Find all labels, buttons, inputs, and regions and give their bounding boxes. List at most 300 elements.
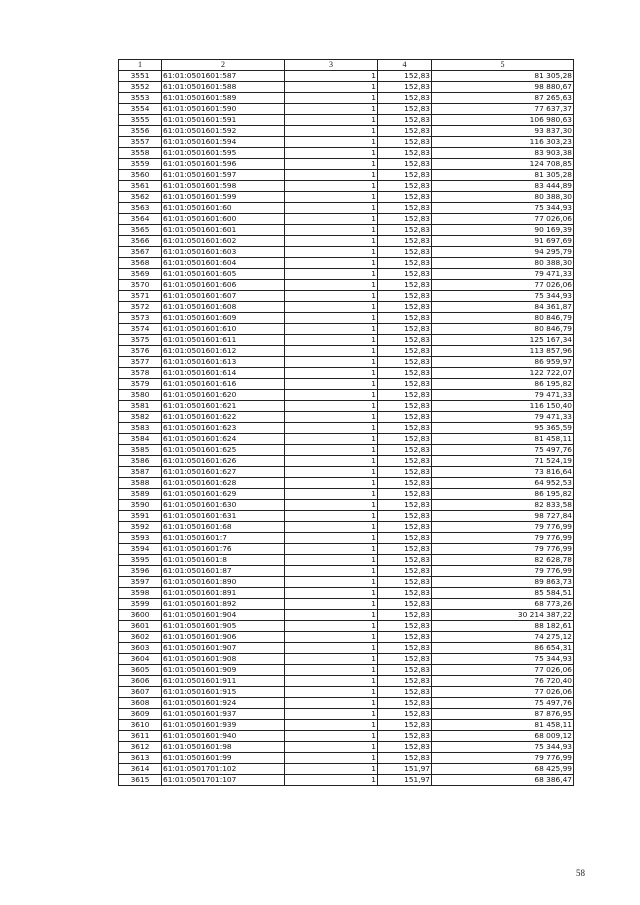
cadastral-value-cell: 80 388,30	[432, 192, 574, 203]
cadastral-number-cell: 61:01:0501601:596	[162, 159, 285, 170]
area-cell: 152,83	[378, 753, 432, 764]
row-number-cell: 3598	[119, 588, 162, 599]
row-number-cell: 3551	[119, 71, 162, 82]
area-cell: 152,83	[378, 522, 432, 533]
cadastral-number-cell: 61:01:0501601:606	[162, 280, 285, 291]
table-row	[119, 687, 574, 698]
quantity-cell: 1	[285, 555, 378, 566]
table-row	[119, 500, 574, 511]
row-number-cell: 3607	[119, 687, 162, 698]
quantity-cell: 1	[285, 511, 378, 522]
table-row	[119, 610, 574, 621]
quantity-cell: 1	[285, 82, 378, 93]
table-row	[119, 357, 574, 368]
area-cell: 152,83	[378, 709, 432, 720]
cadastral-value-cell: 87 876,95	[432, 709, 574, 720]
table-row	[119, 269, 574, 280]
area-cell: 152,83	[378, 390, 432, 401]
row-number-cell: 3553	[119, 93, 162, 104]
cadastral-number-cell: 61:01:0501601:614	[162, 368, 285, 379]
cadastral-number-cell: 61:01:0501701:107	[162, 775, 285, 786]
quantity-cell: 1	[285, 764, 378, 775]
row-number-cell: 3581	[119, 401, 162, 412]
table-row	[119, 588, 574, 599]
row-number-cell: 3586	[119, 456, 162, 467]
cadastral-number-cell: 61:01:0501601:904	[162, 610, 285, 621]
cadastral-value-cell: 76 720,40	[432, 676, 574, 687]
quantity-cell: 1	[285, 698, 378, 709]
quantity-cell: 1	[285, 632, 378, 643]
row-number-cell: 3555	[119, 115, 162, 126]
quantity-cell: 1	[285, 258, 378, 269]
row-number-cell: 3608	[119, 698, 162, 709]
cadastral-number-cell: 61:01:0501601:599	[162, 192, 285, 203]
row-number-cell: 3614	[119, 764, 162, 775]
area-cell: 152,83	[378, 577, 432, 588]
cadastral-number-cell: 61:01:0501601:616	[162, 379, 285, 390]
row-number-cell: 3589	[119, 489, 162, 500]
area-cell: 152,83	[378, 676, 432, 687]
table-row	[119, 390, 574, 401]
table-row	[119, 775, 574, 786]
row-number-cell: 3560	[119, 170, 162, 181]
row-number-cell: 3574	[119, 324, 162, 335]
area-cell: 151,97	[378, 764, 432, 775]
table-row	[119, 753, 574, 764]
cadastral-number-cell: 61:01:0501601:594	[162, 137, 285, 148]
cadastral-number-cell: 61:01:0501601:623	[162, 423, 285, 434]
row-number-cell: 3610	[119, 720, 162, 731]
area-cell: 152,83	[378, 555, 432, 566]
cadastral-value-cell: 77 026,06	[432, 214, 574, 225]
area-cell: 152,83	[378, 280, 432, 291]
cadastral-number-cell: 61:01:0501601:600	[162, 214, 285, 225]
column-header-2: 2	[162, 60, 285, 71]
row-number-cell: 3593	[119, 533, 162, 544]
area-cell: 152,83	[378, 192, 432, 203]
cadastral-value-cell: 95 365,59	[432, 423, 574, 434]
table-row	[119, 434, 574, 445]
table-row	[119, 115, 574, 126]
area-cell: 152,83	[378, 621, 432, 632]
cadastral-number-cell: 61:01:0501601:624	[162, 434, 285, 445]
row-number-cell: 3571	[119, 291, 162, 302]
area-cell: 152,83	[378, 148, 432, 159]
table-row	[119, 324, 574, 335]
table-row	[119, 137, 574, 148]
row-number-cell: 3554	[119, 104, 162, 115]
cadastral-value-cell: 89 863,73	[432, 577, 574, 588]
cadastral-number-cell: 61:01:0501601:99	[162, 753, 285, 764]
table-row	[119, 731, 574, 742]
cadastral-number-cell: 61:01:0501601:939	[162, 720, 285, 731]
table-row	[119, 280, 574, 291]
quantity-cell: 1	[285, 313, 378, 324]
quantity-cell: 1	[285, 269, 378, 280]
cadastral-number-cell: 61:01:0501601:891	[162, 588, 285, 599]
cadastral-value-cell: 68 425,99	[432, 764, 574, 775]
column-header-4: 4	[378, 60, 432, 71]
cadastral-number-cell: 61:01:0501601:592	[162, 126, 285, 137]
quantity-cell: 1	[285, 225, 378, 236]
table-row	[119, 401, 574, 412]
cadastral-number-cell: 61:01:0501601:626	[162, 456, 285, 467]
quantity-cell: 1	[285, 192, 378, 203]
cadastral-number-cell: 61:01:0501601:915	[162, 687, 285, 698]
table-row	[119, 192, 574, 203]
cadastral-number-cell: 61:01:0501601:625	[162, 445, 285, 456]
cadastral-number-cell: 61:01:0501601:937	[162, 709, 285, 720]
cadastral-value-cell: 79 471,33	[432, 390, 574, 401]
quantity-cell: 1	[285, 159, 378, 170]
cadastral-number-cell: 61:01:0501601:629	[162, 489, 285, 500]
quantity-cell: 1	[285, 214, 378, 225]
table-row	[119, 159, 574, 170]
quantity-cell: 1	[285, 335, 378, 346]
cadastral-number-cell: 61:01:0501601:621	[162, 401, 285, 412]
row-number-cell: 3576	[119, 346, 162, 357]
cadastral-number-cell: 61:01:0501601:8	[162, 555, 285, 566]
row-number-cell: 3557	[119, 137, 162, 148]
table-row	[119, 346, 574, 357]
quantity-cell: 1	[285, 500, 378, 511]
area-cell: 152,83	[378, 687, 432, 698]
row-number-cell: 3567	[119, 247, 162, 258]
table-row	[119, 544, 574, 555]
cadastral-value-cell: 75 344,93	[432, 742, 574, 753]
area-cell: 152,83	[378, 599, 432, 610]
quantity-cell: 1	[285, 357, 378, 368]
cadastral-number-cell: 61:01:0501601:601	[162, 225, 285, 236]
area-cell: 152,83	[378, 126, 432, 137]
table-row	[119, 203, 574, 214]
quantity-cell: 1	[285, 291, 378, 302]
cadastral-number-cell: 61:01:0501601:87	[162, 566, 285, 577]
cadastral-number-cell: 61:01:0501601:60	[162, 203, 285, 214]
quantity-cell: 1	[285, 247, 378, 258]
cadastral-value-cell: 75 344,93	[432, 291, 574, 302]
row-number-cell: 3615	[119, 775, 162, 786]
quantity-cell: 1	[285, 93, 378, 104]
row-number-cell: 3568	[119, 258, 162, 269]
cadastral-value-cell: 81 458,11	[432, 434, 574, 445]
row-number-cell: 3602	[119, 632, 162, 643]
cadastral-value-cell: 79 776,99	[432, 533, 574, 544]
cadastral-number-cell: 61:01:0501601:613	[162, 357, 285, 368]
area-cell: 152,83	[378, 291, 432, 302]
quantity-cell: 1	[285, 71, 378, 82]
cadastral-number-cell: 61:01:0501701:102	[162, 764, 285, 775]
area-cell: 152,83	[378, 742, 432, 753]
cadastral-value-cell: 86 654,31	[432, 643, 574, 654]
quantity-cell: 1	[285, 412, 378, 423]
row-number-cell: 3580	[119, 390, 162, 401]
cadastral-value-cell: 124 708,85	[432, 159, 574, 170]
table-row	[119, 313, 574, 324]
table-row	[119, 511, 574, 522]
cadastral-number-cell: 61:01:0501601:940	[162, 731, 285, 742]
cadastral-value-cell: 85 584,51	[432, 588, 574, 599]
cadastral-value-cell: 75 497,76	[432, 698, 574, 709]
area-cell: 152,83	[378, 214, 432, 225]
area-cell: 152,83	[378, 698, 432, 709]
quantity-cell: 1	[285, 731, 378, 742]
quantity-cell: 1	[285, 390, 378, 401]
quantity-cell: 1	[285, 478, 378, 489]
area-cell: 152,83	[378, 412, 432, 423]
row-number-cell: 3599	[119, 599, 162, 610]
cadastral-number-cell: 61:01:0501601:908	[162, 654, 285, 665]
cadastral-value-cell: 74 275,12	[432, 632, 574, 643]
row-number-cell: 3577	[119, 357, 162, 368]
area-cell: 152,83	[378, 181, 432, 192]
cadastral-value-cell: 106 980,63	[432, 115, 574, 126]
quantity-cell: 1	[285, 467, 378, 478]
cadastral-number-cell: 61:01:0501601:631	[162, 511, 285, 522]
cadastral-number-cell: 61:01:0501601:598	[162, 181, 285, 192]
row-number-cell: 3558	[119, 148, 162, 159]
quantity-cell: 1	[285, 368, 378, 379]
quantity-cell: 1	[285, 687, 378, 698]
cadastral-value-cell: 87 265,63	[432, 93, 574, 104]
quantity-cell: 1	[285, 126, 378, 137]
table-row	[119, 302, 574, 313]
cadastral-value-cell: 82 833,58	[432, 500, 574, 511]
cadastral-value-cell: 73 816,64	[432, 467, 574, 478]
cadastral-number-cell: 61:01:0501601:597	[162, 170, 285, 181]
area-cell: 152,83	[378, 588, 432, 599]
area-cell: 152,83	[378, 401, 432, 412]
cadastral-value-cell: 79 776,99	[432, 522, 574, 533]
row-number-cell: 3572	[119, 302, 162, 313]
cadastral-number-cell: 61:01:0501601:595	[162, 148, 285, 159]
cadastral-number-cell: 61:01:0501601:590	[162, 104, 285, 115]
cadastral-number-cell: 61:01:0501601:605	[162, 269, 285, 280]
cadastral-value-cell: 75 344,93	[432, 203, 574, 214]
table-row	[119, 148, 574, 159]
row-number-cell: 3591	[119, 511, 162, 522]
quantity-cell: 1	[285, 654, 378, 665]
row-number-cell: 3594	[119, 544, 162, 555]
table-row	[119, 665, 574, 676]
table-row	[119, 643, 574, 654]
row-number-cell: 3579	[119, 379, 162, 390]
area-cell: 152,83	[378, 203, 432, 214]
quantity-cell: 1	[285, 533, 378, 544]
area-cell: 152,83	[378, 159, 432, 170]
area-cell: 152,83	[378, 236, 432, 247]
table-row	[119, 467, 574, 478]
table-row	[119, 379, 574, 390]
cadastral-value-cell: 116 303,23	[432, 137, 574, 148]
cadastral-value-cell: 86 195,82	[432, 379, 574, 390]
quantity-cell: 1	[285, 203, 378, 214]
cadastral-number-cell: 61:01:0501601:628	[162, 478, 285, 489]
quantity-cell: 1	[285, 775, 378, 786]
quantity-cell: 1	[285, 588, 378, 599]
area-cell: 152,83	[378, 533, 432, 544]
cadastral-number-cell: 61:01:0501601:76	[162, 544, 285, 555]
table-row	[119, 291, 574, 302]
area-cell: 152,83	[378, 93, 432, 104]
row-number-cell: 3565	[119, 225, 162, 236]
cadastral-value-cell: 113 857,96	[432, 346, 574, 357]
table-row	[119, 698, 574, 709]
area-cell: 152,83	[378, 170, 432, 181]
cadastral-number-cell: 61:01:0501601:609	[162, 313, 285, 324]
column-header-3: 3	[285, 60, 378, 71]
area-cell: 152,83	[378, 379, 432, 390]
area-cell: 151,97	[378, 775, 432, 786]
area-cell: 152,83	[378, 247, 432, 258]
cadastral-number-cell: 61:01:0501601:98	[162, 742, 285, 753]
area-cell: 152,83	[378, 335, 432, 346]
quantity-cell: 1	[285, 577, 378, 588]
quantity-cell: 1	[285, 379, 378, 390]
row-number-cell: 3609	[119, 709, 162, 720]
quantity-cell: 1	[285, 456, 378, 467]
quantity-cell: 1	[285, 302, 378, 313]
cadastral-number-cell: 61:01:0501601:612	[162, 346, 285, 357]
cadastral-value-cell: 90 169,39	[432, 225, 574, 236]
cadastral-number-cell: 61:01:0501601:604	[162, 258, 285, 269]
cadastral-value-table	[118, 59, 574, 786]
cadastral-value-cell: 86 959,97	[432, 357, 574, 368]
row-number-cell: 3597	[119, 577, 162, 588]
table-row	[119, 456, 574, 467]
area-cell: 152,83	[378, 313, 432, 324]
table-row	[119, 654, 574, 665]
area-cell: 152,83	[378, 302, 432, 313]
area-cell: 152,83	[378, 269, 432, 280]
cadastral-value-cell: 80 388,30	[432, 258, 574, 269]
cadastral-number-cell: 61:01:0501601:610	[162, 324, 285, 335]
table-header-row	[119, 60, 574, 71]
quantity-cell: 1	[285, 236, 378, 247]
area-cell: 152,83	[378, 643, 432, 654]
area-cell: 152,83	[378, 610, 432, 621]
cadastral-value-cell: 81 458,11	[432, 720, 574, 731]
area-cell: 152,83	[378, 423, 432, 434]
area-cell: 152,83	[378, 489, 432, 500]
cadastral-value-cell: 80 846,79	[432, 324, 574, 335]
table-row	[119, 71, 574, 82]
row-number-cell: 3605	[119, 665, 162, 676]
area-cell: 152,83	[378, 720, 432, 731]
row-number-cell: 3592	[119, 522, 162, 533]
quantity-cell: 1	[285, 115, 378, 126]
cadastral-value-cell: 86 195,82	[432, 489, 574, 500]
area-cell: 152,83	[378, 258, 432, 269]
cadastral-number-cell: 61:01:0501601:909	[162, 665, 285, 676]
row-number-cell: 3595	[119, 555, 162, 566]
cadastral-number-cell: 61:01:0501601:607	[162, 291, 285, 302]
cadastral-value-cell: 93 837,30	[432, 126, 574, 137]
cadastral-value-cell: 116 150,40	[432, 401, 574, 412]
cadastral-number-cell: 61:01:0501601:906	[162, 632, 285, 643]
cadastral-value-cell: 82 628,78	[432, 555, 574, 566]
area-cell: 152,83	[378, 71, 432, 82]
area-cell: 152,83	[378, 632, 432, 643]
quantity-cell: 1	[285, 104, 378, 115]
row-number-cell: 3601	[119, 621, 162, 632]
table-row	[119, 170, 574, 181]
area-cell: 152,83	[378, 445, 432, 456]
quantity-cell: 1	[285, 170, 378, 181]
cadastral-value-cell: 30 214 387,22	[432, 610, 574, 621]
row-number-cell: 3584	[119, 434, 162, 445]
area-cell: 152,83	[378, 368, 432, 379]
table-row	[119, 533, 574, 544]
quantity-cell: 1	[285, 544, 378, 555]
row-number-cell: 3573	[119, 313, 162, 324]
row-number-cell: 3564	[119, 214, 162, 225]
quantity-cell: 1	[285, 401, 378, 412]
cadastral-value-cell: 81 305,28	[432, 170, 574, 181]
table-row	[119, 742, 574, 753]
column-header-5: 5	[432, 60, 574, 71]
area-cell: 152,83	[378, 456, 432, 467]
table-row	[119, 522, 574, 533]
cadastral-number-cell: 61:01:0501601:892	[162, 599, 285, 610]
row-number-cell: 3603	[119, 643, 162, 654]
quantity-cell: 1	[285, 280, 378, 291]
cadastral-number-cell: 61:01:0501601:7	[162, 533, 285, 544]
cadastral-value-cell: 77 026,06	[432, 280, 574, 291]
cadastral-value-cell: 94 295,79	[432, 247, 574, 258]
cadastral-value-cell: 98 727,84	[432, 511, 574, 522]
quantity-cell: 1	[285, 489, 378, 500]
cadastral-value-cell: 80 846,79	[432, 313, 574, 324]
row-number-cell: 3575	[119, 335, 162, 346]
row-number-cell: 3606	[119, 676, 162, 687]
cadastral-number-cell: 61:01:0501601:630	[162, 500, 285, 511]
area-cell: 152,83	[378, 566, 432, 577]
area-cell: 152,83	[378, 324, 432, 335]
quantity-cell: 1	[285, 643, 378, 654]
row-number-cell: 3583	[119, 423, 162, 434]
area-cell: 152,83	[378, 478, 432, 489]
row-number-cell: 3578	[119, 368, 162, 379]
cadastral-number-cell: 61:01:0501601:622	[162, 412, 285, 423]
area-cell: 152,83	[378, 500, 432, 511]
area-cell: 152,83	[378, 665, 432, 676]
table-row	[119, 566, 574, 577]
area-cell: 152,83	[378, 544, 432, 555]
quantity-cell: 1	[285, 137, 378, 148]
cadastral-value-cell: 83 903,38	[432, 148, 574, 159]
row-number-cell: 3585	[119, 445, 162, 456]
table-row	[119, 599, 574, 610]
cadastral-value-cell: 77 026,06	[432, 687, 574, 698]
cadastral-value-cell: 77 026,06	[432, 665, 574, 676]
cadastral-value-cell: 79 776,99	[432, 544, 574, 555]
page-number: 58	[576, 868, 585, 878]
row-number-cell: 3563	[119, 203, 162, 214]
table-row	[119, 445, 574, 456]
cadastral-value-cell: 79 471,33	[432, 412, 574, 423]
row-number-cell: 3569	[119, 269, 162, 280]
table-row	[119, 577, 574, 588]
row-number-cell: 3566	[119, 236, 162, 247]
cadastral-value-cell: 122 722,07	[432, 368, 574, 379]
quantity-cell: 1	[285, 720, 378, 731]
area-cell: 152,83	[378, 346, 432, 357]
cadastral-value-cell: 79 471,33	[432, 269, 574, 280]
area-cell: 152,83	[378, 434, 432, 445]
cadastral-number-cell: 61:01:0501601:589	[162, 93, 285, 104]
cadastral-value-cell: 75 497,76	[432, 445, 574, 456]
